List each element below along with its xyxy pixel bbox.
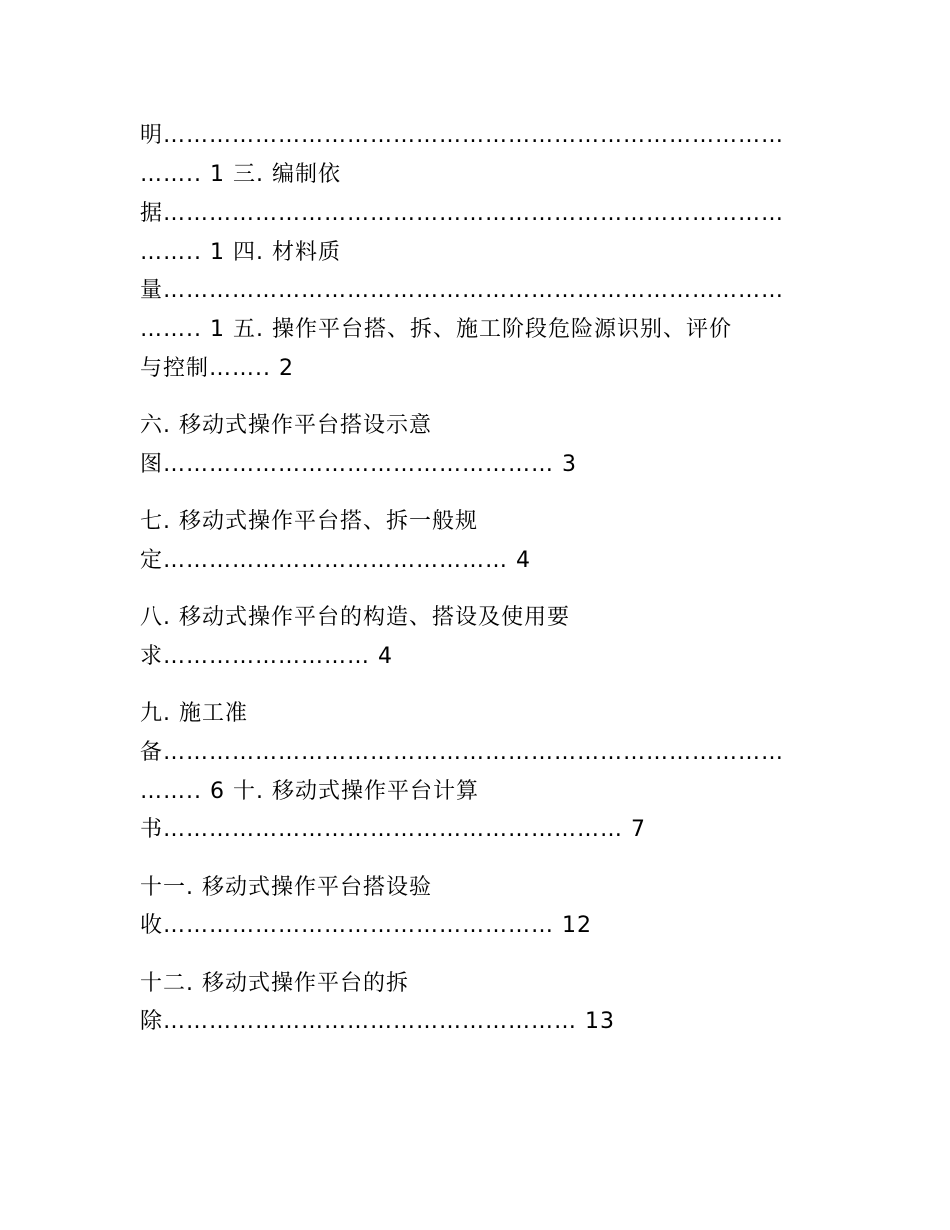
toc-line: 与控制…….. 2 bbox=[140, 356, 294, 381]
toc-line: 六. 移动式操作平台搭设示意 bbox=[140, 413, 432, 438]
toc-line: 除……………………………………………… 13 bbox=[140, 1009, 615, 1034]
toc-line: 十二. 移动式操作平台的拆 bbox=[140, 971, 409, 996]
toc-line: …….. 1 五. 操作平台搭、拆、施工阶段危险源识别、评价 bbox=[140, 317, 732, 342]
toc-line: …….. 1 三. 编制依 bbox=[140, 162, 341, 187]
toc-line: 书…………………………………………………… 7 bbox=[140, 817, 646, 842]
toc-line: 明……………………………………………………………………… bbox=[140, 123, 785, 148]
toc-line: 图…………………………………………… 3 bbox=[140, 452, 577, 477]
toc-line: …….. 1 四. 材料质 bbox=[140, 240, 341, 265]
toc-line: 收…………………………………………… 12 bbox=[140, 913, 592, 938]
toc-line: 八. 移动式操作平台的构造、搭设及使用要 bbox=[140, 605, 570, 630]
toc-line: 量……………………………………………………………………… bbox=[140, 278, 785, 303]
toc-line: 求……………………… 4 bbox=[140, 644, 393, 669]
toc-line: 备……………………………………………………………………… bbox=[140, 740, 785, 765]
toc-line: 据……………………………………………………………………… bbox=[140, 201, 785, 226]
toc-line: 十一. 移动式操作平台搭设验 bbox=[140, 875, 432, 900]
toc-line: 九. 施工准 bbox=[140, 701, 248, 726]
toc-line: …….. 6 十. 移动式操作平台计算 bbox=[140, 779, 479, 804]
toc-line: 定……………………………………… 4 bbox=[140, 548, 531, 573]
toc-line: 七. 移动式操作平台搭、拆一般规 bbox=[140, 509, 478, 534]
